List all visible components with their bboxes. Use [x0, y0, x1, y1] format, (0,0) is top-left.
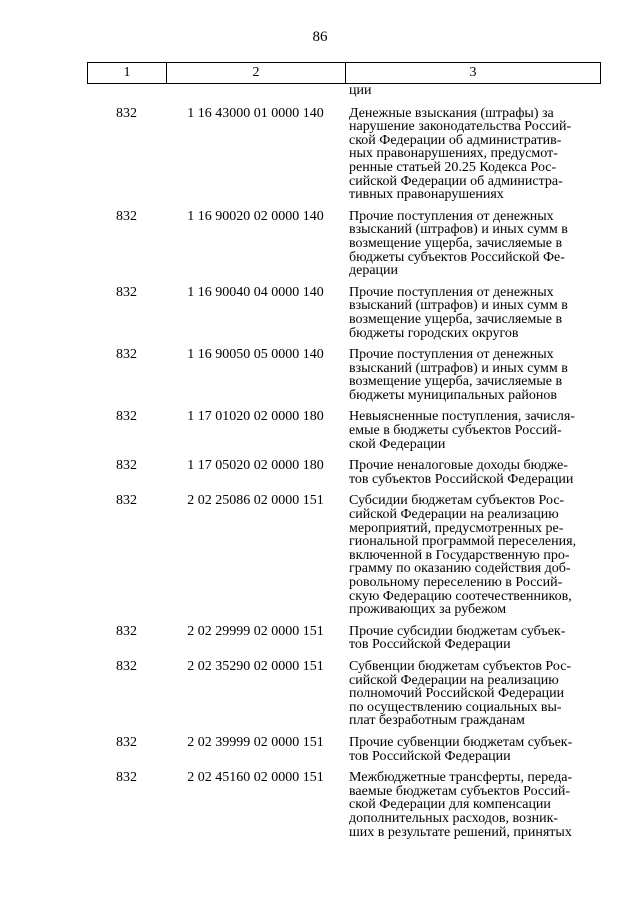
- table-row: [87, 459, 601, 486]
- admin-code: 832: [116, 458, 137, 474]
- admin-code: 832: [116, 493, 137, 509]
- revenue-description: Прочие поступления от денежных взысканий (штрафов) и иных сумм в возмещение ущерба, зачисляемые в бюджеты муниципальных районов: [349, 347, 568, 403]
- page-number: 86: [312, 29, 328, 45]
- revenue-code: 1 16 90040 04 0000 140: [187, 284, 324, 300]
- admin-code: 832: [116, 347, 137, 363]
- revenue-description: Невыясненные поступления, зачисля- емые в бюджеты субъектов Россий- ской Федерации: [349, 409, 575, 452]
- revenue-code: 1 17 05020 02 0000 180: [187, 458, 324, 474]
- table-header: [87, 62, 601, 84]
- continuation-text: ции: [349, 83, 372, 98]
- header-col-2: 2: [167, 63, 346, 83]
- header-col-3: 3: [469, 65, 477, 80]
- admin-code: 832: [116, 284, 137, 300]
- continuation-row: [87, 84, 601, 98]
- table-body: [87, 84, 601, 847]
- revenue-description: Субвенции бюджетам субъектов Рос- сийской Федерации на реализацию полномочий Российской Федерации по осуществлению социальных вы- плат безработным гражданам: [349, 658, 572, 729]
- admin-code: 832: [116, 658, 137, 674]
- table-row: [87, 348, 601, 402]
- admin-code: 832: [116, 770, 137, 786]
- table-row: [87, 410, 601, 451]
- revenue-code: 2 02 35290 02 0000 151: [187, 658, 324, 674]
- table-row: [87, 107, 601, 202]
- table-row: [87, 210, 601, 278]
- table-row: [87, 771, 601, 839]
- revenue-description: Прочие поступления от денежных взысканий (штрафов) и иных сумм в возмещение ущерба, зачисляемые в бюджеты городских округов: [349, 284, 568, 341]
- table-row: [87, 286, 601, 340]
- admin-code: 832: [116, 105, 137, 121]
- revenue-description: Денежные взыскания (штрафы) за нарушение законодательства Россий- ской Федерации об административ- ных правонарушениях, предусмот- ренные статьей 20.25 Кодекса Рос- сийской Федерации об администра- тивных правонарушениях: [349, 105, 572, 203]
- table-row: [87, 660, 601, 728]
- revenue-description: Субсидии бюджетам субъектов Рос- сийской Федерации на реализацию мероприятий, предусмотренных ре- гиональной программой переселения, включенной в Государственную про- грамму по оказанию содействия доб- ровольному переселению в Россий- скую Федерацию соотечественников, проживающих за рубежом: [349, 493, 577, 618]
- revenue-description: Прочие неналоговые доходы бюдже- тов субъектов Российской Федерации: [349, 458, 574, 487]
- revenue-code: 1 16 43000 01 0000 140: [187, 105, 324, 121]
- admin-code: 832: [116, 409, 137, 425]
- table-row: [87, 494, 601, 616]
- revenue-code: 1 17 01020 02 0000 180: [187, 409, 324, 425]
- table-row: [87, 625, 601, 652]
- revenue-description: Прочие поступления от денежных взысканий (штрафов) и иных сумм в возмещение ущерба, зачисляемые в бюджеты субъектов Российской Фе- дерации: [349, 208, 568, 279]
- header-col-1: 1: [88, 63, 167, 83]
- revenue-code: 2 02 39999 02 0000 151: [187, 734, 324, 750]
- table-row: [87, 736, 601, 763]
- admin-code: 832: [116, 208, 137, 224]
- revenue-description: Прочие субсидии бюджетам субъек- тов Российской Федерации: [349, 623, 566, 653]
- revenue-code: 2 02 25086 02 0000 151: [187, 493, 324, 509]
- revenue-code: 2 02 29999 02 0000 151: [187, 623, 324, 639]
- revenue-code: 1 16 90050 05 0000 140: [187, 347, 324, 363]
- revenue-code: 2 02 45160 02 0000 151: [187, 770, 324, 786]
- admin-code: 832: [116, 623, 137, 639]
- revenue-code: 1 16 90020 02 0000 140: [187, 208, 324, 224]
- admin-code: 832: [116, 734, 137, 750]
- revenue-description: Прочие субвенции бюджетам субъек- тов Российской Федерации: [349, 734, 573, 764]
- revenue-description: Межбюджетные трансферты, переда- ваемые бюджетам субъектов Россий- ской Федерации для компенсации дополнительных расходов, возник- ших в результате решений, принятых: [349, 770, 573, 840]
